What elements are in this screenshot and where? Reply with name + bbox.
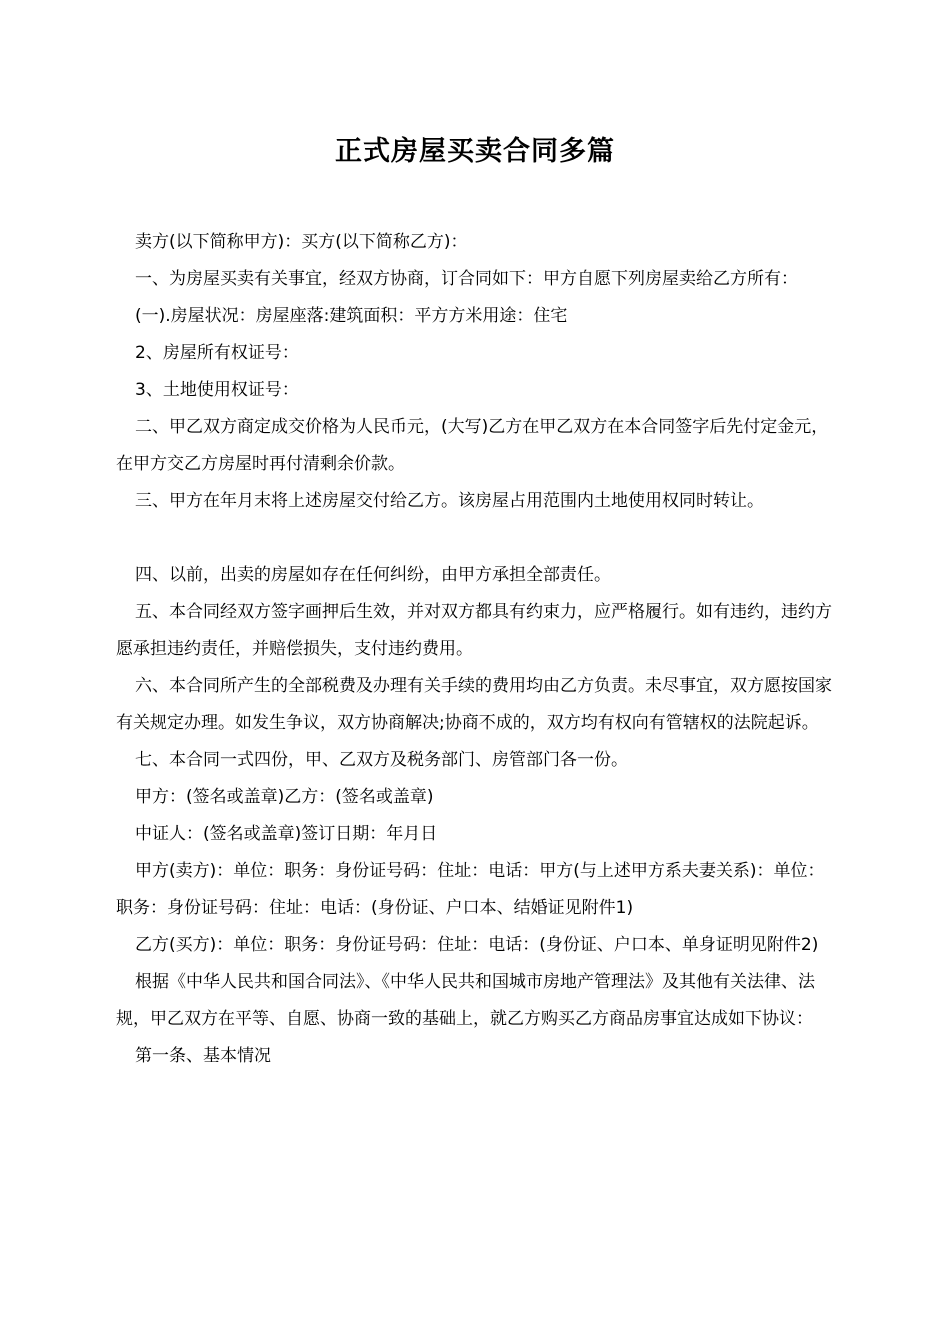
paragraph-legal-basis: 根据《中华人民共和国合同法》、《中华人民共和国城市房地产管理法》及其他有关法律、法规，甲乙双方在平等、自愿、协商一致的基础上，就乙方购买乙方商品房事宜达成如下协议： bbox=[116, 972, 815, 1029]
paragraph-witness-date: 中证人：(签名或盖章)签订日期：年月日 bbox=[135, 824, 438, 844]
paragraph-land-cert: 3、土地使用权证号： bbox=[135, 380, 299, 400]
paragraph-parties: 卖方(以下简称甲方)：买方(以下简称乙方)： bbox=[135, 232, 468, 252]
paragraph-clause-3: 三、甲方在年月末将上述房屋交付给乙方。该房屋占用范围内土地使用权同时转让。 bbox=[135, 491, 764, 511]
paragraph-clause-7: 七、本合同一式四份，甲、乙双方及税务部门、房管部门各一份。 bbox=[135, 750, 628, 770]
paragraph-clause-5: 五、本合同经双方签字画押后生效，并对双方都具有约束力，应严格履行。如有违约，违约方愿承担违约责任，并赔偿损失，支付违约费用。 bbox=[116, 602, 832, 659]
paragraph-clause-6: 六、本合同所产生的全部税费及办理有关手续的费用均由乙方负责。未尽事宜，双方愿按国家有关规定办理。如发生争议，双方协商解决;协商不成的，双方均有权向有管辖权的法院起诉。 bbox=[116, 676, 832, 733]
paragraph-clause-4: 四、以前，出卖的房屋如存在任何纠纷，由甲方承担全部责任。 bbox=[135, 565, 611, 585]
paragraph-signatures: 甲方：(签名或盖章)乙方：(签名或盖章) bbox=[135, 787, 434, 807]
paragraph-house-status: (一).房屋状况：房屋座落:建筑面积：平方方米用途：住宅 bbox=[135, 306, 568, 326]
paragraph-clause-2: 二、甲乙双方商定成交价格为人民币元，(大写)乙方在甲乙双方在本合同签字后先付定金元，在甲方交乙方房屋时再付清剩余价款。 bbox=[116, 417, 829, 474]
paragraph-buyer-info: 乙方(买方)：单位：职务：身份证号码：住址：电话：(身份证、户口本、单身证明见附件2) bbox=[135, 935, 819, 955]
paragraph-seller-info: 甲方(卖方)：单位：职务：身份证号码：住址：电话：甲方(与上述甲方系夫妻关系)：单位：职务：身份证号码：住址：电话：(身份证、户口本、结婚证见附件1) bbox=[116, 861, 825, 918]
paragraph-ownership-cert: 2、房屋所有权证号： bbox=[135, 343, 299, 363]
document-body bbox=[116, 224, 838, 1075]
document-title: 正式房屋买卖合同多篇 bbox=[335, 136, 615, 167]
paragraph-clause-1: 一、为房屋买卖有关事宜，经双方协商，订合同如下：甲方自愿下列房屋卖给乙方所有： bbox=[135, 269, 798, 289]
paragraph-article-1: 第一条、基本情况 bbox=[135, 1046, 271, 1066]
